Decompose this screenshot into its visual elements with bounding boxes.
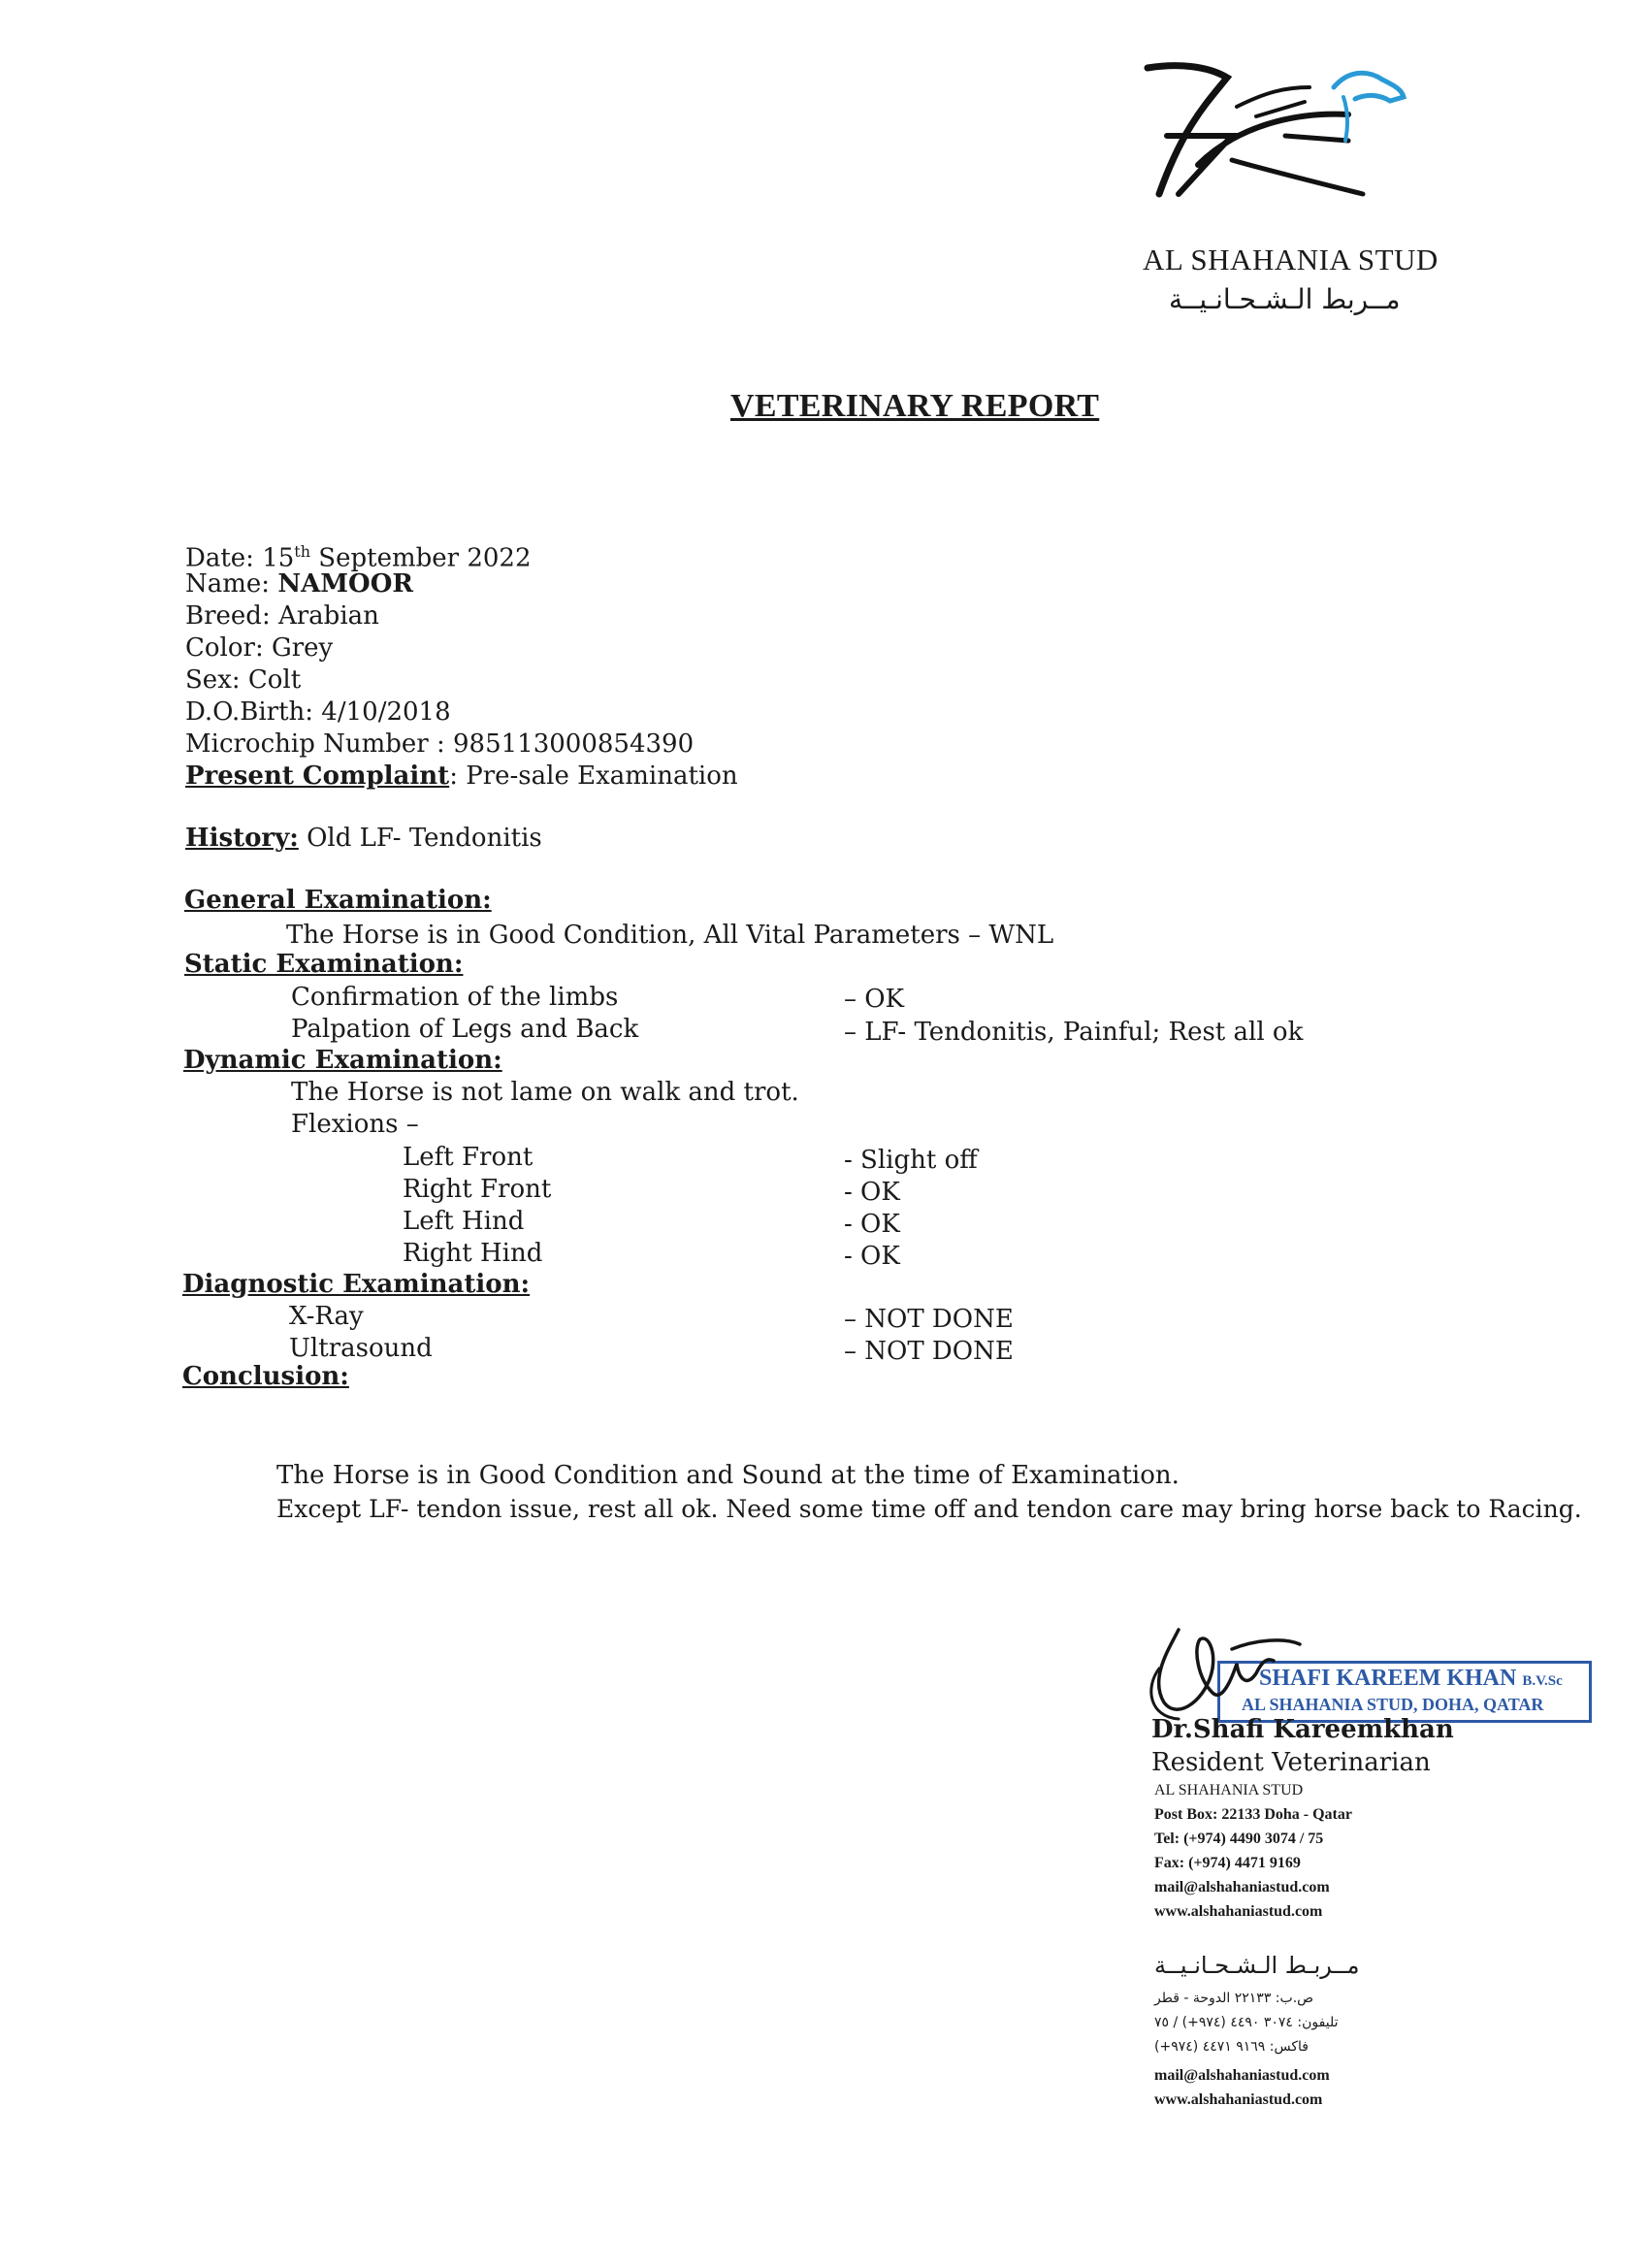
stamp-degree: B.V.Sc [1522,1673,1563,1689]
flexion-value: - OK [844,1178,900,1207]
date-value: September 2022 [310,543,532,573]
signatory-fax: Fax: (+974) 4471 9169 [1154,1855,1301,1871]
diagnostic-exam-heading: Diagnostic Examination: [182,1270,531,1299]
diagnostic-row-value: – NOT DONE [844,1305,1014,1334]
name-line [185,568,413,599]
stamp-name-text: SHAFI KAREEM KHAN [1259,1666,1517,1691]
static-row-value: – OK [844,985,905,1014]
static-row-label: Confirmation of the limbs [291,983,619,1012]
diagnostic-row-label: Ultrasound [289,1334,433,1363]
flexion-value: - Slight off [844,1146,978,1175]
complaint-line [185,761,738,792]
diagnostic-row-label: X-Ray [289,1302,364,1331]
horse-logo-icon [1140,58,1411,213]
flexion-label: Right Hind [403,1239,543,1268]
general-exam-heading: General Examination: [184,886,492,915]
flexion-label: Left Front [403,1143,534,1172]
signatory-mail: mail@alshahaniastud.com [1154,1879,1330,1895]
signatory-arabic-name: مــربـط الـشـحـانـيــة [1154,1952,1360,1979]
signature-icon [1140,1610,1305,1727]
date-suffix: th [294,542,311,561]
dynamic-exam-heading: Dynamic Examination: [183,1046,502,1075]
color-line: Color: Grey [185,633,334,663]
name-label: Name: [185,569,278,599]
general-exam-text: The Horse is in Good Condition, All Vital Parameters – WNL [286,921,1054,950]
flexion-value: - OK [844,1210,900,1239]
company-name-arabic: مــربط الـشـحـانـيــة [1169,283,1401,315]
breed-line: Breed: Arabian [185,601,379,631]
complaint-value: : Pre-sale Examination [449,761,738,791]
company-name: AL SHAHANIA STUD [1143,243,1439,276]
diagnostic-row-value: – NOT DONE [844,1337,1014,1366]
static-row-label: Palpation of Legs and Back [291,1015,639,1044]
conclusion-heading: Conclusion: [182,1362,349,1391]
conclusion-line: The Horse is in Good Condition and Sound at the time of Examination. [276,1461,1180,1490]
complaint-label: Present Complaint [185,761,450,791]
dob-line: D.O.Birth: 4/10/2018 [185,697,451,727]
signatory-tel: Tel: (+974) 4490 3074 / 75 [1154,1831,1324,1847]
dynamic-exam-text: The Horse is not lame on walk and trot. [291,1078,799,1107]
signatory-web: www.alshahaniastud.com [1154,1903,1323,1920]
flexion-label: Left Hind [403,1207,525,1236]
date-label: Date: 15 [185,543,295,573]
conclusion-line: Except LF- tendon issue, rest all ok. Need some time off and tendon care may bring horse back to Racing. [276,1495,1582,1523]
flexion-label: Right Front [403,1175,552,1204]
microchip-line: Microchip Number : 985113000854390 [185,729,695,759]
signatory-po-box: Post Box: 22133 Doha - Qatar [1154,1806,1352,1823]
sex-line: Sex: Colt [185,665,302,695]
signatory-web-2: www.alshahaniastud.com [1154,2091,1323,2108]
signatory-name: Dr.Shafi Kareemkhan [1151,1715,1454,1744]
flexions-label: Flexions – [291,1110,419,1139]
stamp-address: AL SHAHANIA STUD, DOHA, QATAR [1242,1695,1544,1714]
signatory-arabic-tel: تليفون: ٣٠٧٤ ٤٤٩٠ (٩٧٤+) / ٧٥ [1154,2015,1339,2030]
history-label: History: [185,824,299,853]
history-value: Old LF- Tendonitis [298,824,542,853]
signatory-arabic-fax: فاكس: ٩١٦٩ ٤٤٧١ (٩٧٤+) [1154,2039,1309,2055]
signatory-mail-2: mail@alshahaniastud.com [1154,2067,1330,2084]
signatory-arabic-po: ص.ب: ٢٢١٣٣ الدوحة - قطر [1154,1991,1314,2006]
static-exam-heading: Static Examination: [184,950,464,979]
history-line [185,823,542,854]
signatory-company: AL SHAHANIA STUD [1154,1782,1304,1798]
report-title: VETERINARY REPORT [730,388,1100,424]
horse-name: NAMOOR [277,569,413,599]
flexion-value: - OK [844,1242,900,1271]
static-row-value: – LF- Tendonitis, Painful; Rest all ok [844,1018,1304,1047]
signatory-role: Resident Veterinarian [1151,1748,1431,1777]
